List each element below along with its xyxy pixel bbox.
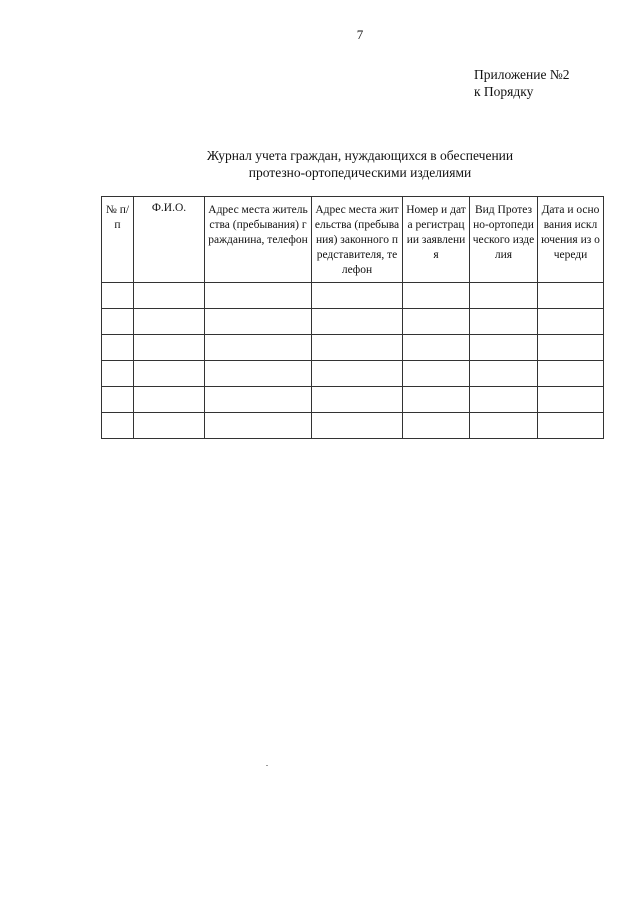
table-cell — [538, 387, 604, 413]
table-cell — [470, 361, 538, 387]
table-cell — [102, 413, 134, 439]
header-product-type: Вид Протезно-ортопедического изделия — [470, 197, 538, 283]
table-cell — [470, 413, 538, 439]
title-line-2: протезно-ортопедическими изделиями — [248, 165, 472, 180]
table-cell — [102, 309, 134, 335]
table-row — [102, 413, 604, 439]
table-row — [102, 361, 604, 387]
header-representative-address: Адрес места жительства (пребывания) законного представителя, телефон — [312, 197, 403, 283]
header-citizen-address: Адрес места жительства (пребывания) гражданина, телефон — [205, 197, 312, 283]
table-row — [102, 309, 604, 335]
header-full-name: Ф.И.О. — [134, 197, 205, 283]
table-cell — [470, 283, 538, 309]
table-cell — [470, 387, 538, 413]
table-cell — [403, 335, 470, 361]
table-body — [102, 283, 604, 439]
page-number: 7 — [356, 27, 364, 42]
table-cell — [403, 283, 470, 309]
table-cell — [205, 309, 312, 335]
table-cell — [538, 335, 604, 361]
table-cell — [312, 361, 403, 387]
table-cell — [102, 387, 134, 413]
document-title — [130, 147, 590, 181]
appendix-line-2: к Порядку — [474, 84, 534, 99]
table-cell — [134, 361, 205, 387]
table-row — [102, 335, 604, 361]
journal-table — [101, 196, 604, 439]
table-cell — [134, 413, 205, 439]
table-cell — [312, 283, 403, 309]
table-cell — [205, 387, 312, 413]
table-cell — [134, 387, 205, 413]
appendix-note — [474, 66, 569, 100]
appendix-line-1: Приложение №2 — [474, 67, 570, 82]
table-row — [102, 283, 604, 309]
table-cell — [470, 309, 538, 335]
table-cell — [102, 283, 134, 309]
title-line-1: Журнал учета граждан, нуждающихся в обеспечении — [206, 148, 514, 163]
table-cell — [312, 413, 403, 439]
table-cell — [205, 283, 312, 309]
table-cell — [538, 309, 604, 335]
table-cell — [312, 387, 403, 413]
table-cell — [403, 413, 470, 439]
table-cell — [538, 361, 604, 387]
table-cell — [134, 335, 205, 361]
table-cell — [102, 361, 134, 387]
header-exclusion: Дата и основания исключения из очереди — [538, 197, 604, 283]
table-cell — [102, 335, 134, 361]
header-registration: Номер и дата регистрации заявления — [403, 197, 470, 283]
header-number: № п/п — [102, 197, 134, 283]
table-cell — [403, 361, 470, 387]
table-row — [102, 387, 604, 413]
table-cell — [538, 413, 604, 439]
table-cell — [403, 387, 470, 413]
scan-mark — [266, 765, 268, 766]
table-cell — [538, 283, 604, 309]
table-cell — [134, 283, 205, 309]
table-cell — [312, 335, 403, 361]
table-cell — [205, 361, 312, 387]
table-header-row — [102, 197, 604, 283]
table-cell — [470, 335, 538, 361]
table-cell — [134, 309, 205, 335]
table-cell — [205, 413, 312, 439]
table-cell — [312, 309, 403, 335]
table-cell — [403, 309, 470, 335]
table-cell — [205, 335, 312, 361]
